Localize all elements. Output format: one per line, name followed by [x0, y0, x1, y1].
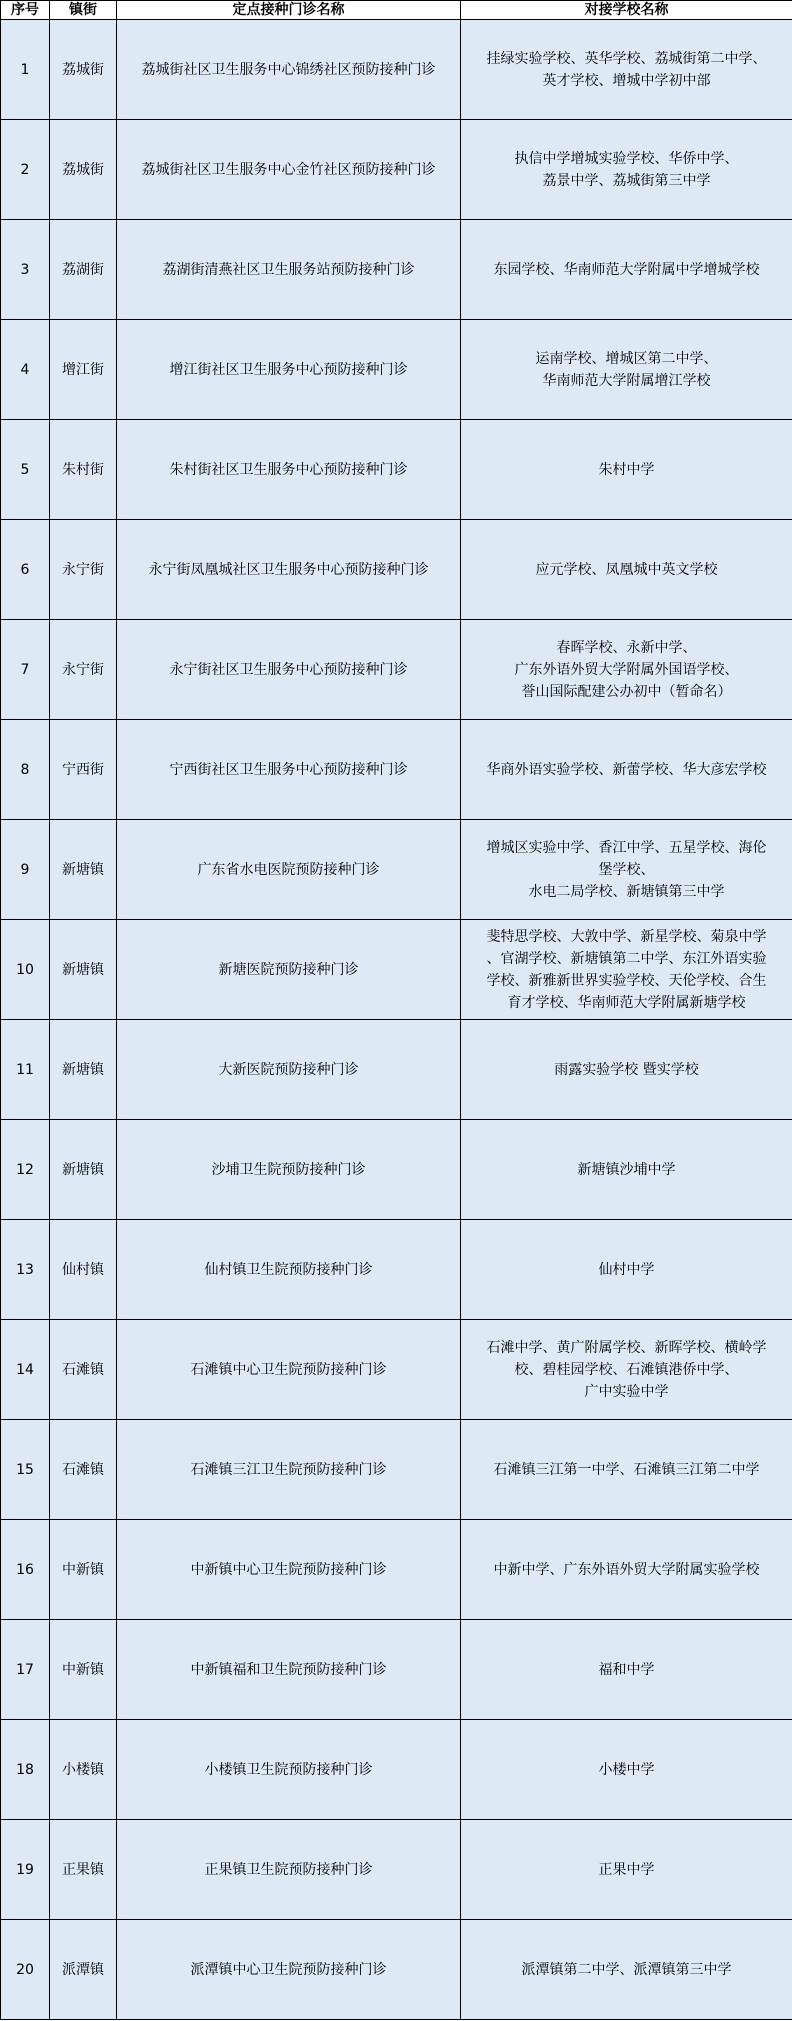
school-line: 执信中学增城实验学校、华侨中学、	[514, 150, 739, 167]
cell-town: 中新镇	[50, 1520, 117, 1620]
cell-schools	[461, 120, 792, 220]
table-row	[1, 1320, 792, 1420]
school-line: 东园学校、华南师范大学附属中学增城学校	[493, 261, 760, 278]
cell-town: 荔城街	[50, 20, 117, 120]
table-row	[1, 1820, 792, 1920]
cell-schools	[461, 1520, 792, 1620]
cell-town: 中新镇	[50, 1620, 117, 1720]
school-line: 朱村中学	[598, 461, 655, 478]
cell-no: 4	[1, 320, 50, 420]
cell-no: 16	[1, 1520, 50, 1620]
cell-town: 新塘镇	[50, 1020, 117, 1120]
table-row	[1, 1520, 792, 1620]
table-row	[1, 1020, 792, 1120]
cell-no: 10	[1, 920, 50, 1020]
cell-town: 永宁街	[50, 620, 117, 720]
cell-clinic: 石滩镇中心卫生院预防接种门诊	[117, 1320, 461, 1420]
table-row	[1, 1220, 792, 1320]
table-row	[1, 320, 792, 420]
cell-no: 12	[1, 1120, 50, 1220]
table-row	[1, 1420, 792, 1520]
school-line: 应元学校、凤凰城中英文学校	[535, 561, 718, 578]
cell-town: 石滩镇	[50, 1320, 117, 1420]
table-row	[1, 20, 792, 120]
cell-schools	[461, 1120, 792, 1220]
cell-town: 派潭镇	[50, 1920, 117, 2020]
school-line: 挂绿实验学校、英华学校、荔城街第二中学、	[486, 50, 767, 67]
cell-clinic: 中新镇福和卫生院预防接种门诊	[117, 1620, 461, 1720]
table-row	[1, 820, 792, 920]
table-row	[1, 620, 792, 720]
school-line: 、官湖学校、新塘镇第二中学、东江外语实验	[486, 950, 767, 967]
cell-clinic: 宁西街社区卫生服务中心预防接种门诊	[117, 720, 461, 820]
school-line: 育才学校、华南师范大学附属新塘学校	[507, 994, 746, 1011]
cell-clinic: 广东省水电医院预防接种门诊	[117, 820, 461, 920]
cell-clinic: 永宁街社区卫生服务中心预防接种门诊	[117, 620, 461, 720]
cell-schools	[461, 1020, 792, 1120]
cell-town: 宁西街	[50, 720, 117, 820]
cell-schools	[461, 520, 792, 620]
cell-clinic: 沙埔卫生院预防接种门诊	[117, 1120, 461, 1220]
cell-clinic: 石滩镇三江卫生院预防接种门诊	[117, 1420, 461, 1520]
school-line: 英才学校、增城中学初中部	[542, 72, 711, 89]
cell-no: 7	[1, 620, 50, 720]
cell-no: 20	[1, 1920, 50, 2020]
table-row	[1, 720, 792, 820]
cell-no: 6	[1, 520, 50, 620]
cell-no: 8	[1, 720, 50, 820]
cell-clinic: 增江街社区卫生服务中心预防接种门诊	[117, 320, 461, 420]
school-line: 广中实验中学	[584, 1383, 669, 1400]
cell-clinic: 朱村街社区卫生服务中心预防接种门诊	[117, 420, 461, 520]
cell-schools	[461, 620, 792, 720]
cell-town: 新塘镇	[50, 1120, 117, 1220]
table-row	[1, 1920, 792, 2020]
school-line: 学校、新雅新世界实验学校、天伦学校、合生	[486, 972, 767, 989]
cell-schools	[461, 20, 792, 120]
cell-no: 17	[1, 1620, 50, 1720]
school-line: 广东外语外贸大学附属外国语学校、	[514, 661, 739, 678]
table-row	[1, 1120, 792, 1220]
cell-no: 2	[1, 120, 50, 220]
cell-clinic: 小楼镇卫生院预防接种门诊	[117, 1720, 461, 1820]
cell-no: 3	[1, 220, 50, 320]
school-line: 正果中学	[598, 1861, 655, 1878]
cell-schools	[461, 1320, 792, 1420]
cell-schools	[461, 1920, 792, 2020]
school-line: 堡学校、	[598, 861, 655, 878]
cell-clinic: 荔湖街清燕社区卫生服务站预防接种门诊	[117, 220, 461, 320]
table-row	[1, 420, 792, 520]
table-body	[1, 20, 792, 2020]
header-clinic: 定点接种门诊名称	[117, 1, 461, 20]
cell-no: 1	[1, 20, 50, 120]
school-line: 誉山国际配建公办初中（暂命名）	[521, 683, 732, 700]
cell-no: 9	[1, 820, 50, 920]
cell-no: 14	[1, 1320, 50, 1420]
cell-clinic: 派潭镇中心卫生院预防接种门诊	[117, 1920, 461, 2020]
cell-schools	[461, 720, 792, 820]
school-line: 华商外语实验学校、新蕾学校、华大彦宏学校	[486, 761, 767, 778]
header-row	[1, 1, 792, 20]
cell-schools	[461, 1620, 792, 1720]
school-line: 中新中学、广东外语外贸大学附属实验学校	[493, 1561, 760, 1578]
header-schools: 对接学校名称	[461, 1, 792, 20]
header-town: 镇街	[50, 1, 117, 20]
cell-schools	[461, 1720, 792, 1820]
cell-schools	[461, 420, 792, 520]
cell-town: 荔湖街	[50, 220, 117, 320]
cell-no: 5	[1, 420, 50, 520]
school-line: 华南师范大学附属增江学校	[542, 372, 711, 389]
cell-town: 正果镇	[50, 1820, 117, 1920]
header-no: 序号	[1, 1, 50, 20]
cell-no: 18	[1, 1720, 50, 1820]
cell-clinic: 正果镇卫生院预防接种门诊	[117, 1820, 461, 1920]
cell-town: 新塘镇	[50, 820, 117, 920]
cell-no: 13	[1, 1220, 50, 1320]
cell-schools	[461, 1420, 792, 1520]
cell-clinic: 永宁街凤凰城社区卫生服务中心预防接种门诊	[117, 520, 461, 620]
table-row	[1, 220, 792, 320]
school-line: 仙村中学	[598, 1261, 655, 1278]
cell-clinic: 中新镇中心卫生院预防接种门诊	[117, 1520, 461, 1620]
cell-town: 增江街	[50, 320, 117, 420]
school-line: 雨露实验学校 暨实学校	[554, 1061, 699, 1078]
school-line: 石滩镇三江第一中学、石滩镇三江第二中学	[493, 1461, 760, 1478]
cell-town: 仙村镇	[50, 1220, 117, 1320]
school-line: 斐特思学校、大敦中学、新星学校、菊泉中学	[486, 928, 767, 945]
table-row	[1, 1720, 792, 1820]
cell-town: 小楼镇	[50, 1720, 117, 1820]
school-line: 福和中学	[598, 1661, 655, 1678]
school-line: 增城区实验中学、香江中学、五星学校、海伦	[486, 839, 767, 856]
school-line: 春晖学校、永新中学、	[556, 639, 697, 656]
school-line: 小楼中学	[598, 1761, 655, 1778]
table-row	[1, 1620, 792, 1720]
cell-schools	[461, 320, 792, 420]
school-line: 运南学校、增城区第二中学、	[535, 350, 718, 367]
cell-town: 石滩镇	[50, 1420, 117, 1520]
cell-town: 永宁街	[50, 520, 117, 620]
table-row	[1, 920, 792, 1020]
table-row	[1, 120, 792, 220]
cell-schools	[461, 920, 792, 1020]
cell-schools	[461, 820, 792, 920]
school-line: 新塘镇沙埔中学	[577, 1161, 676, 1178]
cell-town: 朱村街	[50, 420, 117, 520]
table-row	[1, 520, 792, 620]
cell-clinic: 仙村镇卫生院预防接种门诊	[117, 1220, 461, 1320]
cell-schools	[461, 1820, 792, 1920]
cell-no: 15	[1, 1420, 50, 1520]
cell-town: 新塘镇	[50, 920, 117, 1020]
school-line: 荔景中学、荔城街第三中学	[542, 172, 711, 189]
cell-clinic: 新塘医院预防接种门诊	[117, 920, 461, 1020]
cell-schools	[461, 220, 792, 320]
cell-no: 19	[1, 1820, 50, 1920]
cell-no: 11	[1, 1020, 50, 1120]
cell-clinic: 大新医院预防接种门诊	[117, 1020, 461, 1120]
cell-clinic: 荔城街社区卫生服务中心金竹社区预防接种门诊	[117, 120, 461, 220]
school-line: 水电二局学校、新塘镇第三中学	[528, 883, 725, 900]
cell-clinic: 荔城街社区卫生服务中心锦绣社区预防接种门诊	[117, 20, 461, 120]
cell-town: 荔城街	[50, 120, 117, 220]
school-line: 派潭镇第二中学、派潭镇第三中学	[521, 1961, 732, 1978]
school-line: 校、碧桂园学校、石滩镇港侨中学、	[514, 1361, 739, 1378]
cell-schools	[461, 1220, 792, 1320]
school-line: 石滩中学、黄广附属学校、新晖学校、横岭学	[486, 1339, 767, 1356]
